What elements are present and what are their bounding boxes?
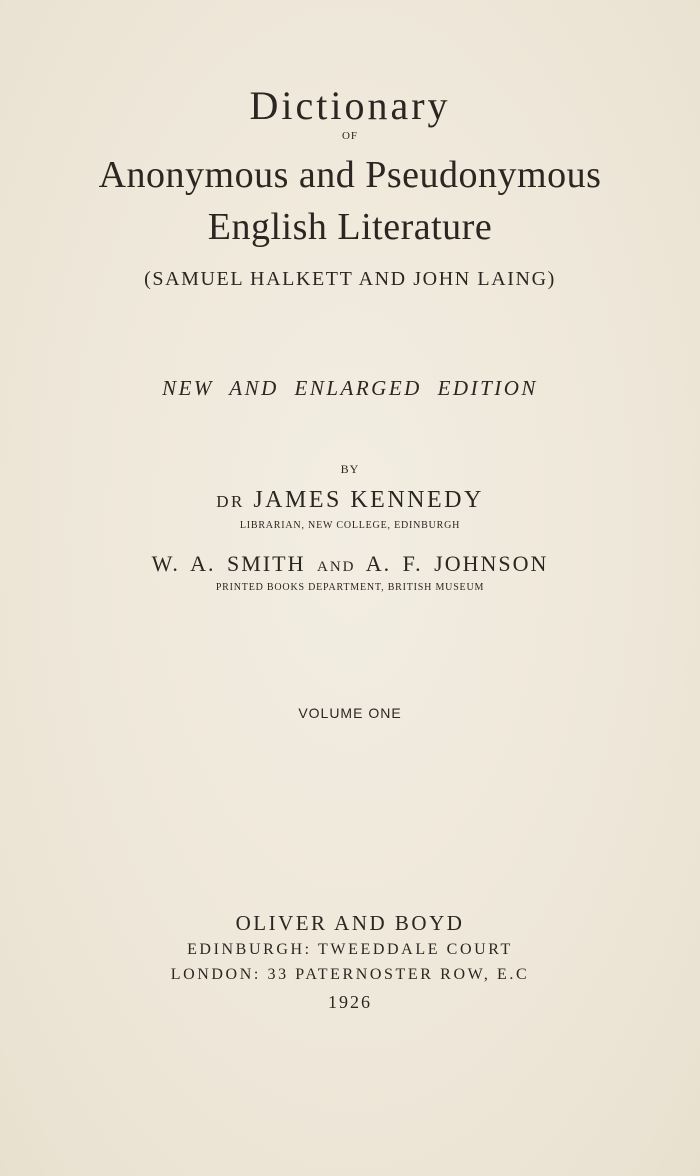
publication-year: 1926 [328,992,372,1012]
volume-label: VOLUME ONE [298,705,402,721]
editor-2-name-a: W. A. SMITH [151,551,306,576]
editor-1-affiliation: LIBRARIAN, NEW COLLEGE, EDINBURGH [239,520,461,531]
editor-2-affiliation: PRINTED BOOKS DEPARTMENT, BRITISH MUSEUM [215,582,485,593]
book-title: Dictionary [249,83,451,128]
publisher-name: OLIVER AND BOYD [235,911,465,935]
title-of: OF [341,130,359,142]
editor-2-name-b: A. F. JOHNSON [365,551,549,576]
editor-1 [0,487,700,514]
edition-statement: NEW AND ENLARGED EDITION [162,376,538,400]
publisher-place-2: LONDON: 33 PATERNOSTER ROW, E.C [170,966,530,983]
original-authors: (SAMUEL HALKETT AND JOHN LAING) [144,268,556,290]
subtitle-line-1: Anonymous and Pseudonymous [98,154,602,196]
by-label: BY [340,462,360,476]
editor-2 [0,551,700,577]
publisher-place-1: EDINBURGH: TWEEDDALE COURT [187,941,513,958]
editor-1-name: JAMES KENNEDY [253,487,484,513]
editor-2-conjunction: AND [316,559,356,575]
editor-1-prefix: DR [216,492,245,511]
subtitle-line-2: English Literature [207,206,493,248]
